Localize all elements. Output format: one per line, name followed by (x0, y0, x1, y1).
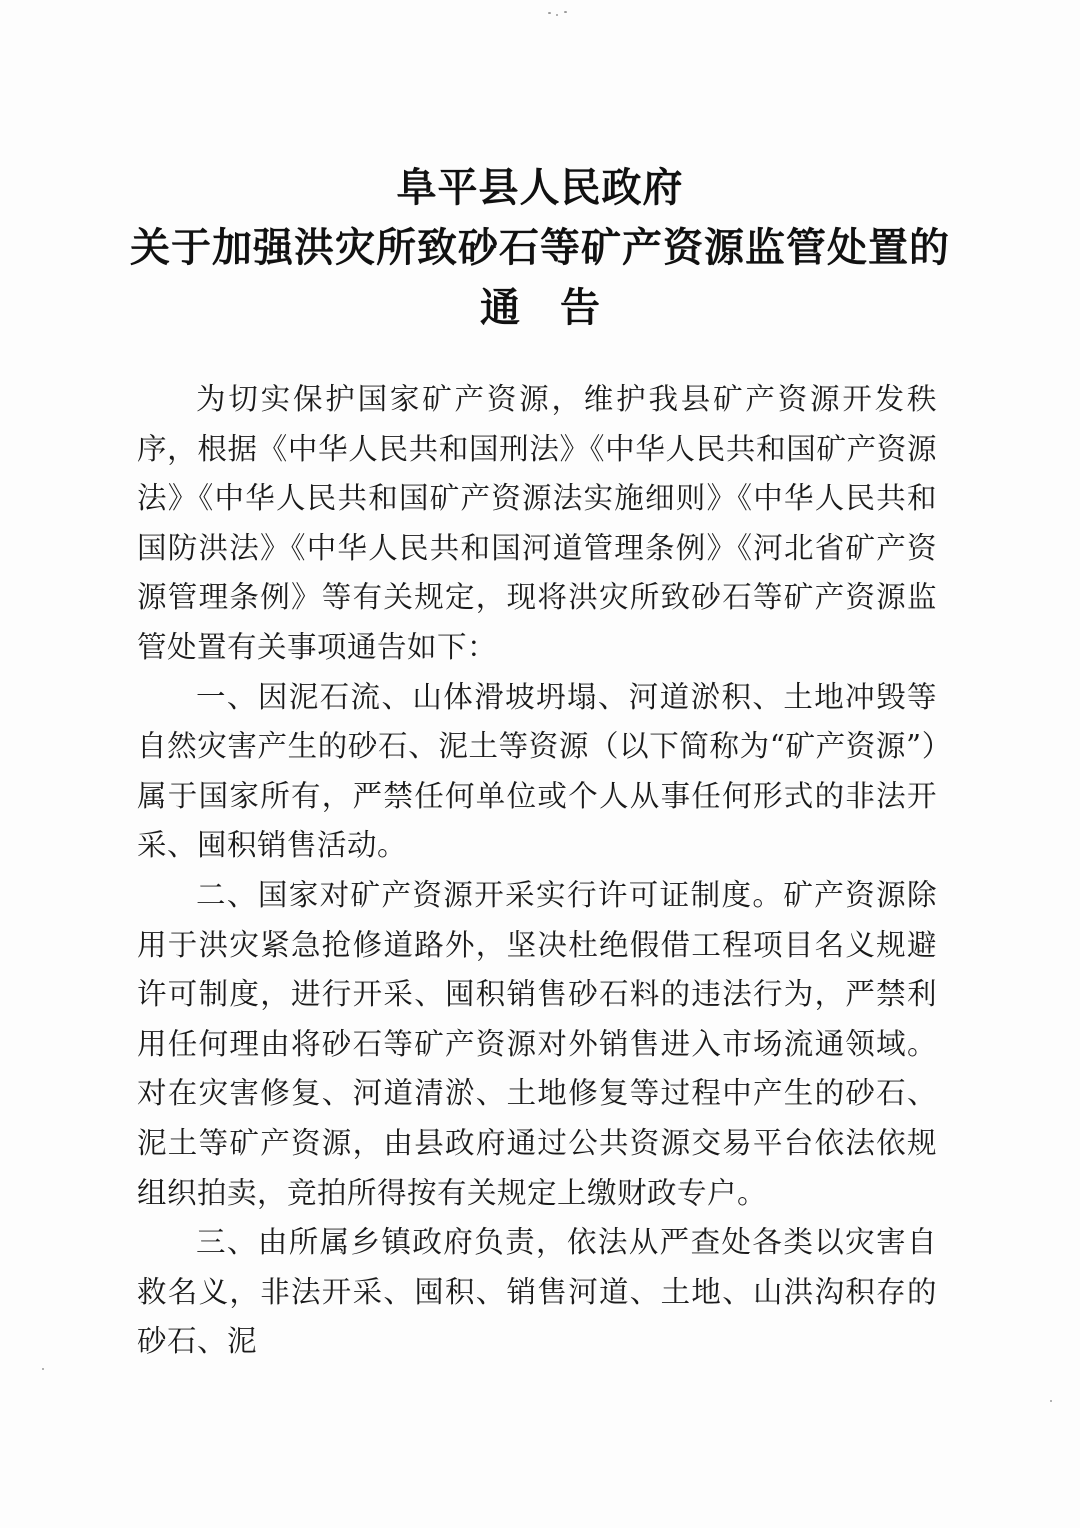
scan-speck (1050, 1400, 1052, 1402)
scan-speck (564, 11, 567, 13)
intro-paragraph: 为切实保护国家矿产资源，维护我县矿产资源开发秩序，根据《中华人民共和国刑法》《中华人民共和国矿产资源法》《中华人民共和国矿产资源法实施细则》《中华人民共和国防洪法》《中华人民共和国河道管理条例》《河北省矿产资源管理条例》等有关规定，现将洪灾所致砂石等矿产资源监管处置有关事项通告如下： (137, 382, 937, 664)
clause-1-paragraph: 一、因泥石流、山体滑坡坍塌、河道淤积、土地冲毁等自然灾害产生的砂石、泥土等资源（以下简称为“矿产资源”）属于国家所有，严禁任何单位或个人从事任何形式的非法开采、囤积销售活动。 (137, 679, 937, 863)
clause-2-paragraph: 二、国家对矿产资源开采实行许可证制度。矿产资源除用于洪灾紧急抢修道路外，坚决杜绝假借工程项目名义规避许可制度，进行开采、囤积销售砂石料的违法行为，严禁利用任何理由将砂石等矿产资源对外销售进入市场流通领域。对在灾害修复、河道清淤、土地修复等过程中产生的砂石、泥土等矿产资源，由县政府通过公共资源交易平台依法依规组织拍卖，竞拍所得按有关规定上缴财政专户。 (137, 877, 937, 1210)
title-doc-type: 通告 (480, 284, 640, 331)
document-title (0, 158, 1080, 338)
clause-3-paragraph: 三、由所属乡镇政府负责，依法从严查处各类以灾害自救名义，非法开采、囤积、销售河道、土地、山洪沟积存的砂石、泥 (137, 1225, 937, 1359)
scan-speck (42, 1368, 44, 1370)
document-body (137, 375, 937, 1367)
title-subject: 关于加强洪灾所致砂石等矿产资源监管处置的 (130, 224, 950, 271)
scan-speck (548, 12, 551, 14)
title-issuer: 阜平县人民政府 (396, 164, 684, 211)
scan-speck (556, 14, 558, 16)
